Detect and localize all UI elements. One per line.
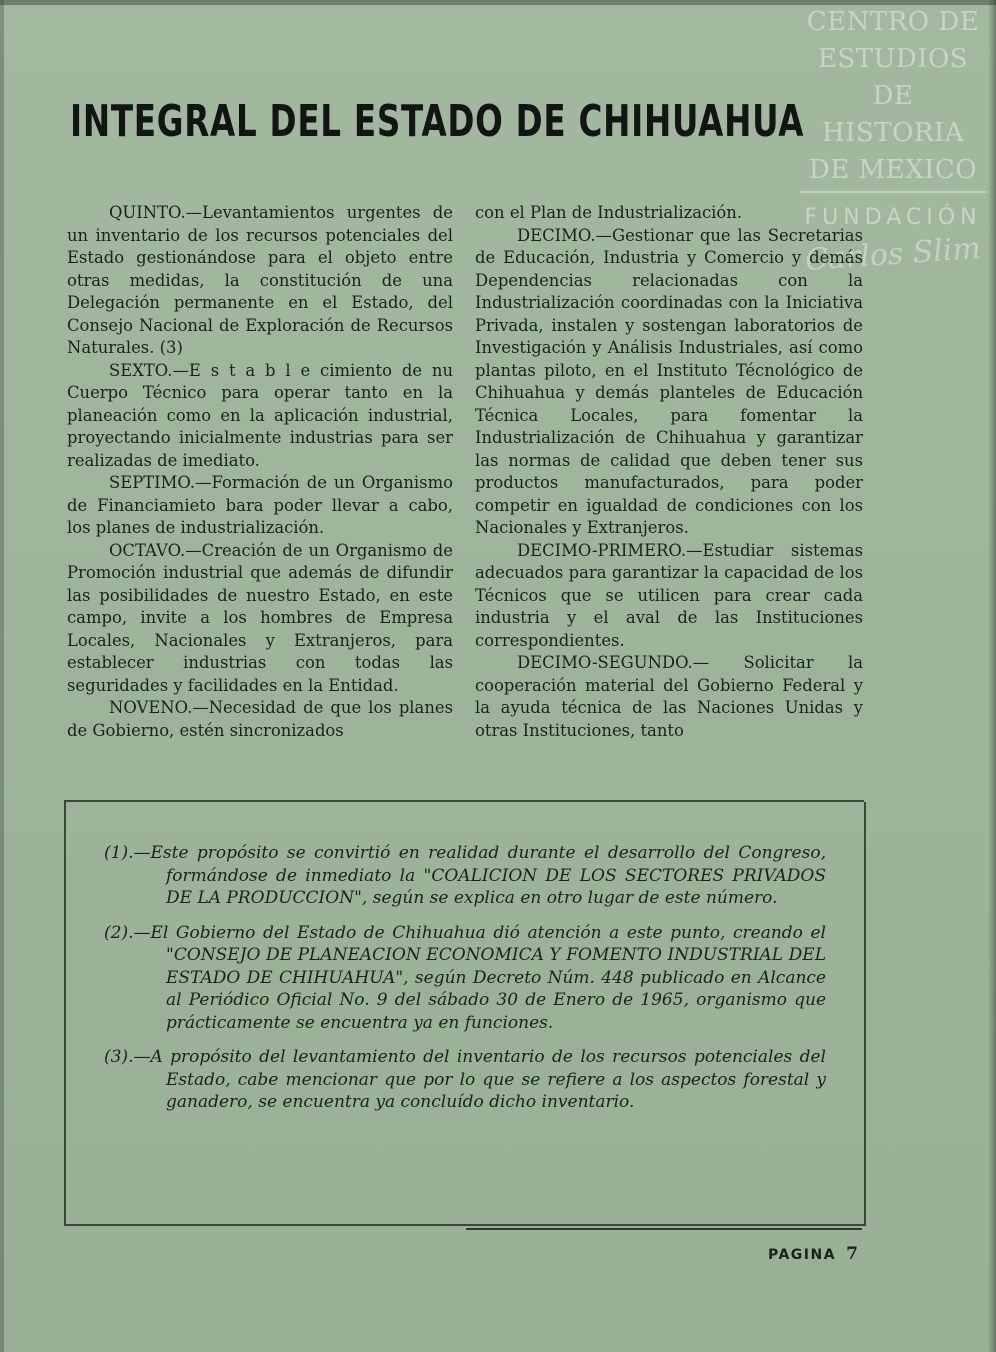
paragraph-decimo-primero: DECIMO-PRIMERO.—Estudiar sistemas adecuados para garantizar la capacidad de los Técnicos que se utilicen para crear cada industria y el aval de las Instituciones correspondientes. bbox=[475, 540, 863, 650]
footnote-3: (3).—A propósito del levantamiento del inventario de los recursos potenciales del Estado, cabe mencionar que por lo que se refiere a los aspectos forestal y ganadero, se encuentra ya concluído dicho inventario. bbox=[104, 1047, 826, 1112]
watermark-fundacion: FUNDACIÓN bbox=[804, 205, 982, 230]
footnotes-bottom-rule bbox=[466, 1228, 862, 1230]
watermark-line: DE MEXICO bbox=[808, 155, 978, 185]
watermark-signature: Carlos Slim bbox=[803, 230, 982, 279]
page-title: INTEGRAL DEL ESTADO DE CHIHUAHUA bbox=[70, 96, 805, 147]
paragraph-quinto: QUINTO.—Levantamientos urgentes de un inventario de los recursos potenciales del Estado gestionándose para el objeto entre otras medidas, la constitución de una Delegación permanente en el Estado, del Consejo Nacional de Exploración de Recursos Naturales. (3) bbox=[67, 203, 453, 357]
left-column bbox=[67, 202, 453, 742]
page-edge-shadow bbox=[0, 0, 4, 1352]
footnote-2: (2).—El Gobierno del Estado de Chihuahua dió atención a este punto, creando el "CONSEJO DE PLANEACION ECONOMICA Y FOMENTO INDUSTRIAL DEL ESTADO DE CHIHUAHUA", según Decreto Núm. 448 publicado en Alcance al Periódico Oficial No. 9 del sábado 30 de Enero de 1965, organismo que prácticamente se encuentra ya en funciones. bbox=[104, 922, 826, 1033]
paragraph-decimo: DECIMO.—Gestionar que las Secretarias de Educación, Industria y Comercio y demás Dependencias relacionadas con la Industrialización coordinadas con la Iniciativa Privada, instalen y sostengan laboratorios de Investigación y Análisis Industriales, así como plantas piloto, en el Instituto Técnológico de Chihuahua y demás planteles de Educación Técnica Locales, para fomentar la Industrialización de Chihuahua y garantizar las normas de calidad que deben tener sus productos manufacturados, para poder competir en igualdad de condiciones con los Nacionales y Extranjeros. bbox=[475, 225, 863, 537]
page-number: 7 bbox=[846, 1244, 860, 1264]
paragraph-continuation: con el Plan de Industrialización. bbox=[475, 203, 743, 222]
watermark-divider bbox=[800, 191, 986, 193]
page-edge-shadow bbox=[988, 0, 996, 1352]
watermark-line: CENTRO DE bbox=[806, 7, 980, 37]
page-footer bbox=[768, 1244, 859, 1264]
footnote-1: (1).—Este propósito se convirtió en realidad durante el desarrollo del Congreso, formándose de inmediato la "COALICION DE LOS SECTORES PRIVADOS DE LA PRODUCCION", según se explica en otro lugar de este número. bbox=[104, 843, 826, 908]
paragraph-septimo: SEPTIMO.—Formación de un Organismo de Financiamieto bara poder llevar a cabo, los planes de industrialización. bbox=[67, 473, 453, 537]
right-column bbox=[475, 202, 863, 742]
footnotes bbox=[104, 842, 826, 1126]
paragraph-octavo: OCTAVO.—Creación de un Organismo de Promoción industrial que además de difundir las posibilidades de nuestro Estado, en este campo, invite a los hombres de Empresa Locales, Nacionales y Extranjeros, para establecer industrias con todas las seguridades y facilidades en la Entidad. bbox=[67, 540, 453, 695]
page-label: PAGINA bbox=[768, 1247, 837, 1263]
paragraph-sexto: SEXTO.—E s t a b l e cimiento de nu Cuerpo Técnico para operar tanto en la planeación como en la aplicación industrial, proyectando inicialmente industrias para ser realizadas de imediato. bbox=[67, 360, 453, 470]
watermark-line: ESTUDIOS bbox=[817, 44, 969, 74]
watermark-line: DE HISTORIA bbox=[821, 81, 965, 148]
footnotes-bottom-rule bbox=[64, 1224, 864, 1226]
paragraph-noveno: NOVENO.—Necesidad de que los planes de Gobierno, estén sincronizados bbox=[67, 698, 453, 740]
paragraph-decimo-segundo: DECIMO-SEGUNDO.— Solicitar la cooperación material del Gobierno Federal y la ayuda técnica de las Naciones Unidas y otras Instituciones, tanto bbox=[475, 653, 863, 740]
